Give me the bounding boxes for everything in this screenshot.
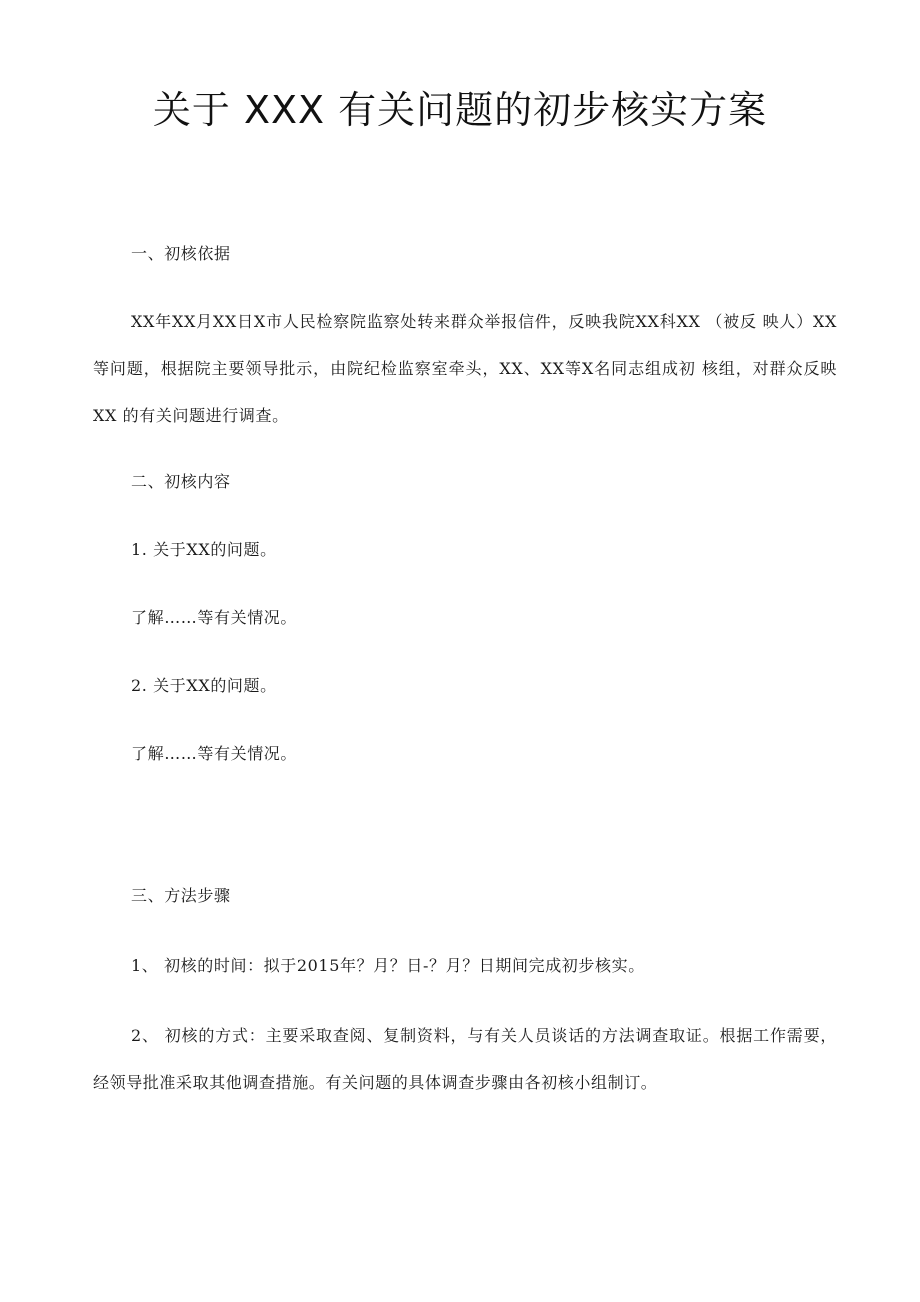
section-3-step-2: 2、 初核的方式：主要采取查阅、复制资料，与有关人员谈话的方法调查取证。根据工作需要，经领导批准采取其他调查措施。有关问题的具体调查步骤由各初核小组制订。 xyxy=(93,1026,837,1092)
section-2-item-1-title: 1. 关于XX的问题。 xyxy=(131,540,277,559)
section-2-item-1-detail: 了解……等有关情况。 xyxy=(131,608,298,627)
section-1-heading: 一、初核依据 xyxy=(131,244,231,263)
section-1-paragraph: XX年XX月XX日X市人民检察院监察处转来群众举报信件，反映我院XX科XX （被反 映人）XX等问题，根据院主要领导批示，由院纪检监察室牵头，XX、XX等X名同志组成初 核组，对群众反映 XX 的有关问题进行调查。 xyxy=(93,312,837,425)
section-3-heading: 三、方法步骤 xyxy=(131,886,231,905)
document-title: 关于 XXX 有关问题的初步核实方案 xyxy=(152,88,768,132)
section-2-item-2-title: 2. 关于XX的问题。 xyxy=(131,676,277,695)
section-3-step-1: 1、 初核的时间：拟于2015年？月？日-？月？日期间完成初步核实。 xyxy=(131,956,645,975)
section-2-item-2-detail: 了解……等有关情况。 xyxy=(131,744,298,763)
section-2-heading: 二、初核内容 xyxy=(131,472,231,491)
